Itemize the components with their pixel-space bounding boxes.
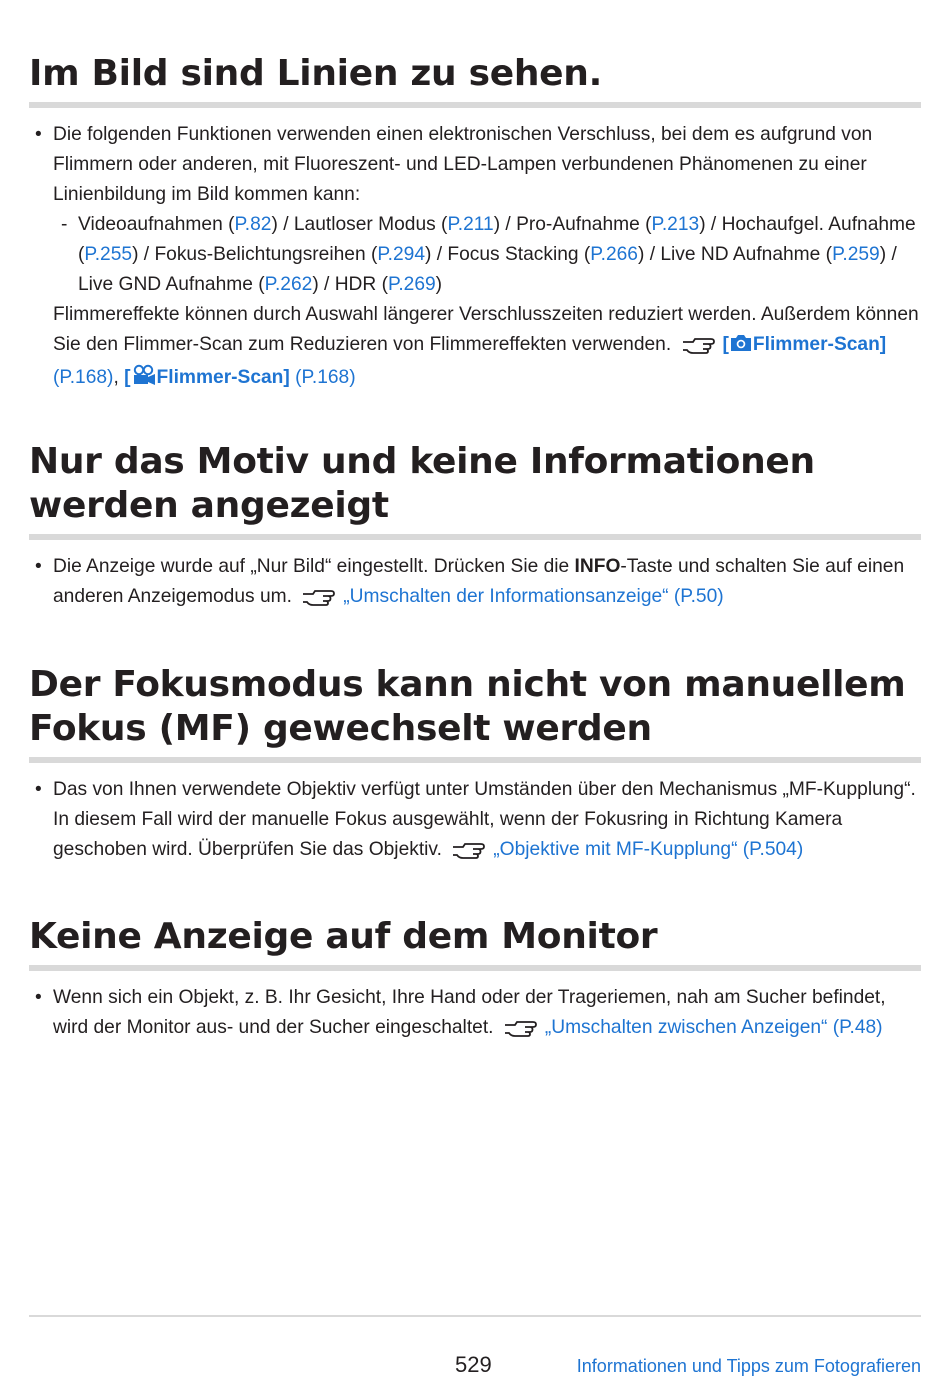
- text: ) / Hochaufgel. Aufnahme (: [78, 214, 916, 265]
- page-number: 529: [455, 1352, 492, 1377]
- list-item: [29, 120, 921, 393]
- title-divider: [29, 757, 921, 763]
- title-divider: [29, 965, 921, 971]
- movie-flicker-scan-link[interactable]: [124, 367, 290, 388]
- page-link-168[interactable]: (P.168): [53, 367, 114, 388]
- section-title: Keine Anzeige auf dem Monitor: [29, 916, 658, 957]
- chapter-link[interactable]: Informationen und Tipps zum Fotografieren: [576, 1356, 921, 1376]
- title-divider: [29, 102, 921, 108]
- page-link-259[interactable]: P.259: [832, 244, 880, 265]
- section-title: Der Fokusmodus kann nicht von manuellem Fokus (MF) gewechselt werden: [29, 664, 906, 749]
- page-link-262[interactable]: P.262: [264, 274, 313, 295]
- text: Flimmereffekte können durch Auswahl längerer Verschlusszeiten reduziert werden. Außerdem können Sie den Flimmer-Scan zum Reduzieren von Flimmereffekten verwenden.: [53, 304, 919, 355]
- camera-icon: [729, 334, 753, 355]
- sub-list-item: [53, 210, 921, 300]
- info-key-label: INFO: [574, 556, 621, 577]
- text: ) / Pro-Aufnahme (: [493, 214, 652, 235]
- bullet-text: Die folgenden Funktionen verwenden einen elektronischen Verschluss, bei dem es aufgrund von Flimmern oder anderen, mit Fluoreszent- und LED-Lampen verbundenen Phänomenen zu einer Linienbildung im Bild kommen kann:: [53, 124, 873, 205]
- text: Videoaufnahmen (: [78, 214, 235, 235]
- text: ) / HDR (: [312, 274, 388, 295]
- link-label: Flimmer-Scan]: [752, 334, 887, 355]
- text: ) / Live ND Aufnahme (: [637, 244, 833, 265]
- page-link-255[interactable]: P.255: [84, 244, 133, 265]
- pointing-hand-icon: [301, 585, 335, 615]
- list-item: [29, 775, 921, 868]
- camera-flicker-scan-link[interactable]: [723, 334, 887, 355]
- bullet: •: [35, 779, 42, 800]
- page-link-82[interactable]: P.82: [234, 214, 272, 235]
- text: Wenn sich ein Objekt, z. B. Ihr Gesicht, Ihre Hand oder der Trageriemen, nah am Sucher befindet, wird der Monitor aus- und der Sucher eingeschaltet.: [53, 987, 886, 1038]
- switch-display-link[interactable]: „Umschalten zwischen Anzeigen“ (P.48): [544, 1017, 883, 1038]
- text: ): [435, 274, 443, 295]
- bracket: [: [722, 334, 729, 355]
- pointing-hand-icon: [681, 333, 715, 363]
- text: ) / Focus Stacking (: [425, 244, 591, 265]
- page-link-266[interactable]: P.266: [590, 244, 638, 265]
- list-item: [29, 983, 921, 1046]
- section-only-subject-shown: [29, 440, 921, 615]
- text: ) / Live GND Aufnahme (: [78, 244, 897, 295]
- bullet: •: [35, 556, 42, 577]
- title-divider: [29, 534, 921, 540]
- pointing-hand-icon: [503, 1016, 537, 1046]
- section-no-monitor-display: [29, 915, 921, 1046]
- list-item: [29, 552, 921, 615]
- info-display-link[interactable]: „Umschalten der Informationsanzeige“ (P.50): [343, 586, 724, 607]
- bullet: •: [35, 987, 42, 1008]
- pointing-hand-icon: [451, 838, 485, 868]
- dash: -: [61, 214, 68, 235]
- text: -Taste und schalten Sie auf einen anderen Anzeigemodus um.: [53, 556, 905, 607]
- bullet-continuation: [53, 300, 921, 393]
- movie-camera-icon: [131, 367, 157, 388]
- section-focus-mode-mf: [29, 663, 921, 868]
- text: Das von Ihnen verwendete Objektiv verfügt unter Umständen über den Mechanismus „MF-Kupplung“. In diesem Fall wird der manuelle Fokus ausgewählt, wenn der Fokusring in Richtung Kamera geschoben wird. Überprüfen Sie das Objektiv.: [53, 779, 916, 860]
- section-lines-in-image: [29, 52, 921, 393]
- text: ) / Fokus-Belichtungsreihen (: [132, 244, 378, 265]
- bracket: [: [124, 367, 131, 388]
- section-title: Im Bild sind Linien zu sehen.: [29, 53, 602, 94]
- page-link-294[interactable]: P.294: [377, 244, 426, 265]
- text: Die Anzeige wurde auf „Nur Bild“ eingestellt. Drücken Sie die: [53, 556, 575, 577]
- text: ,: [113, 367, 125, 388]
- page-link-213[interactable]: P.213: [651, 214, 700, 235]
- mf-clutch-lens-link[interactable]: „Objektive mit MF-Kupplung“ (P.504): [493, 839, 804, 860]
- link-label: Flimmer-Scan]: [156, 367, 290, 388]
- footer-divider: [29, 1315, 921, 1317]
- page-link-211[interactable]: P.211: [447, 214, 494, 235]
- bullet: •: [35, 124, 42, 145]
- page-link-269[interactable]: P.269: [388, 274, 436, 295]
- text: ) / Lautloser Modus (: [271, 214, 448, 235]
- page-link-168[interactable]: (P.168): [295, 367, 356, 388]
- section-title: Nur das Motiv und keine Informationen werden angezeigt: [29, 441, 815, 526]
